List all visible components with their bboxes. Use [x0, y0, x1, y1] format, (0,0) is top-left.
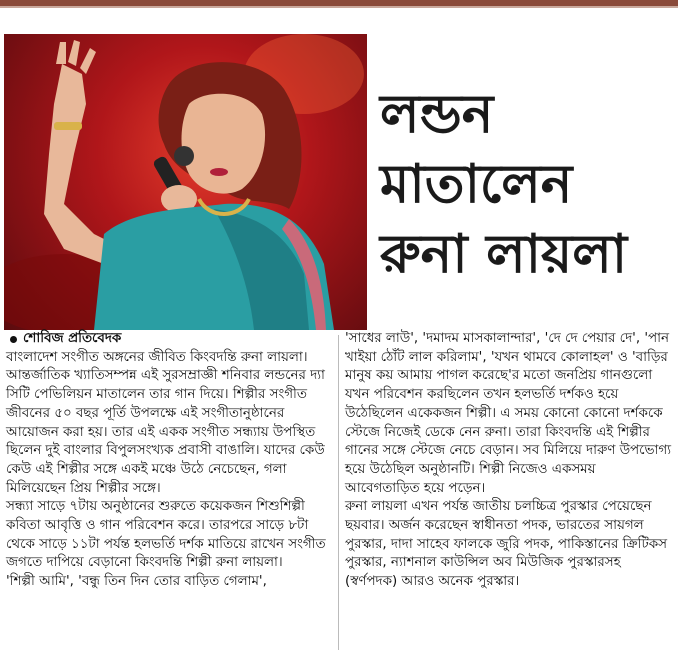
paragraph: সন্ধ্যা সাড়ে ৭টায় অনুষ্ঠানের শুরুতে কয়েকজন শিশুশিল্পী কবিতা আবৃত্তি ও গান পরিবেশন করে। তারপরে সাড়ে ৮টা থেকে সাড়ে ১১টা পর্যন্ত হলভর্তি দর্শক মাতিয়ে রাখেন সংগীত জগতে দাপিয়ে বেড়ানো কিংবদন্তি শিল্পী রুনা লায়লা।	[6, 499, 326, 571]
byline	[6, 330, 332, 349]
article-column-right	[345, 330, 673, 592]
column-divider	[338, 335, 339, 650]
byline-text: শোবিজ প্রতিবেদক	[23, 331, 122, 346]
headline-line-2: মাতালেন	[380, 154, 573, 215]
headline-line-3: রুনা লায়লা	[380, 224, 628, 285]
headline	[380, 80, 672, 290]
bullet-icon	[10, 336, 17, 343]
singer-photo	[4, 34, 367, 330]
paragraph: 'সাধের লাউ', 'দমাদম মাসকালান্দার', 'দে দে পেয়ার দে', 'পান খাইয়া ঠোঁট লাল করিলাম', 'যখন থামবে কোলাহল' ও 'বাড়ির মানুষ কয় আমায় পাগল করেছে'র মতো জনপ্রিয় গানগুলো যখন পরিবেশন করছিলেন তখন হলভর্তি দর্শকও হয়ে উঠেছিলেন একেকজন শিল্পী। এ সময় কোনো কোনো দর্শককে স্টেজে নিজেই ডেকে নেন রুনা। তারা কিংবদন্তি এই শিল্পীর গানের সঙ্গে স্টেজে নেচে বেড়ান। সব মিলিয়ে দারুণ উপভোগ্য হয়ে উঠেছিল অনুষ্ঠানটি। শিল্পী নিজেও একসময় আবেগতাড়িত হয়ে পড়েন।	[345, 331, 672, 496]
paragraph: বাংলাদেশ সংগীত অঙ্গনের জীবিত কিংবদন্তি রুনা লায়লা। আন্তর্জাতিক খ্যাতিসম্পন্ন এই সুরসম্রাজ্ঞী শনিবার লন্ডনের দ্যা সিটি পেভিলিয়ন মাতালেন তার গান দিয়ে। শিল্পীর সংগীত জীবনের ৫০ বছর পূর্তি উপলক্ষে এই সংগীতানুষ্ঠানের আয়োজন করা হয়। তার এই একক সংগীত সন্ধ্যায় উপস্থিত ছিলেন দুই বাংলার বিপুলসংখ্যক প্রবাসী বাঙালি। যাদের কেউ কেউ এই শিল্পীর সঙ্গে একই মঞ্চে উঠে নেচেছেন, গলা মিলিয়েছেন প্রিয় শিল্পীর সঙ্গে।	[6, 349, 325, 496]
headline-line-1: লন্ডন	[380, 84, 494, 145]
singer-illustration	[4, 34, 367, 330]
paragraph: রুনা লায়লা এখন পর্যন্ত জাতীয় চলচ্চিত্র পুরস্কার পেয়েছেন ছয়বার। অর্জন করেছেন স্বাধীনতা পদক, ভারতের সায়গল পুরস্কার, দাদা সাহেব ফালকে জুরি পদক, পাকিস্তানের ক্রিটিকস পুরস্কার, ন্যাশনাল কাউন্সিল অব মিউজিক পুরস্কারসহ (স্বর্ণপদক) আরও অনেক পুরস্কার।	[345, 499, 667, 590]
paragraph: 'শিল্পী আমি', 'বন্ধু তিন দিন তোর বাড়িত গেলাম',	[6, 574, 267, 590]
article-column-left	[6, 330, 332, 592]
top-rule-accent	[0, 6, 678, 8]
